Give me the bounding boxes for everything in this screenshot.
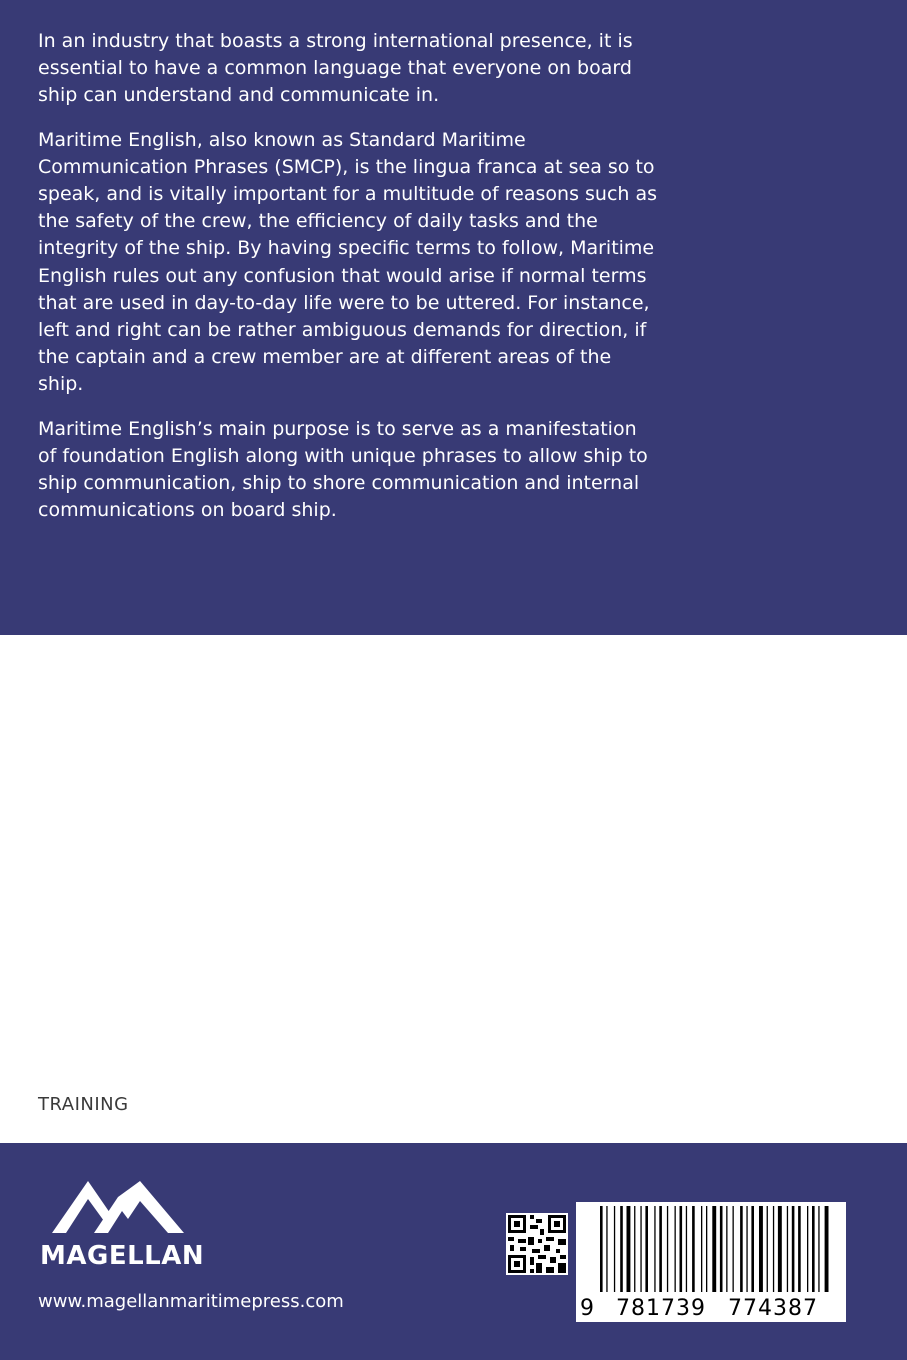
- publisher-website: www.magellanmaritimepress.com: [38, 1291, 344, 1312]
- blurb-paragraph-3: Maritime English’s main purpose is to serve as a manifestation of foundation English along with unique phrases to allow ship to ship communication, ship to shore communication and internal communications on board ship.: [38, 417, 648, 522]
- back-cover-bottom-panel: [0, 1143, 907, 1360]
- qr-code-icon: [506, 1213, 568, 1275]
- publisher-name: MAGELLAN: [40, 1241, 205, 1271]
- mountain-m-logo-icon: [52, 1181, 184, 1233]
- isbn-right-group: 774387: [728, 1296, 818, 1321]
- barcode-bars: [576, 1202, 846, 1296]
- isbn-barcode: [576, 1202, 846, 1322]
- isbn-leading-digit: 9: [580, 1296, 594, 1321]
- back-cover-top-panel: [0, 0, 907, 635]
- category-label: TRAINING: [38, 1094, 129, 1115]
- blurb-paragraph-2: Maritime English, also known as Standard Maritime Communication Phrases (SMCP), is the lingua franca at sea so to speak, and is vitally important for a multitude of reasons such as the safety of the crew, the efficiency of daily tasks and the integrity of the ship. By having specific terms to follow, Maritime English rules out any confusion that would arise if normal terms that are used in day-to-day life were to be uttered. For instance, left and right can be rather ambiguous demands for direction, if the captain and a crew member are at different areas of the ship.: [38, 128, 658, 396]
- blurb-paragraph-1: In an industry that boasts a strong international presence, it is essential to have a common language that everyone on board ship can understand and communicate in.: [38, 30, 633, 107]
- book-blurb: [38, 28, 658, 541]
- isbn-left-group: 781739: [616, 1296, 706, 1321]
